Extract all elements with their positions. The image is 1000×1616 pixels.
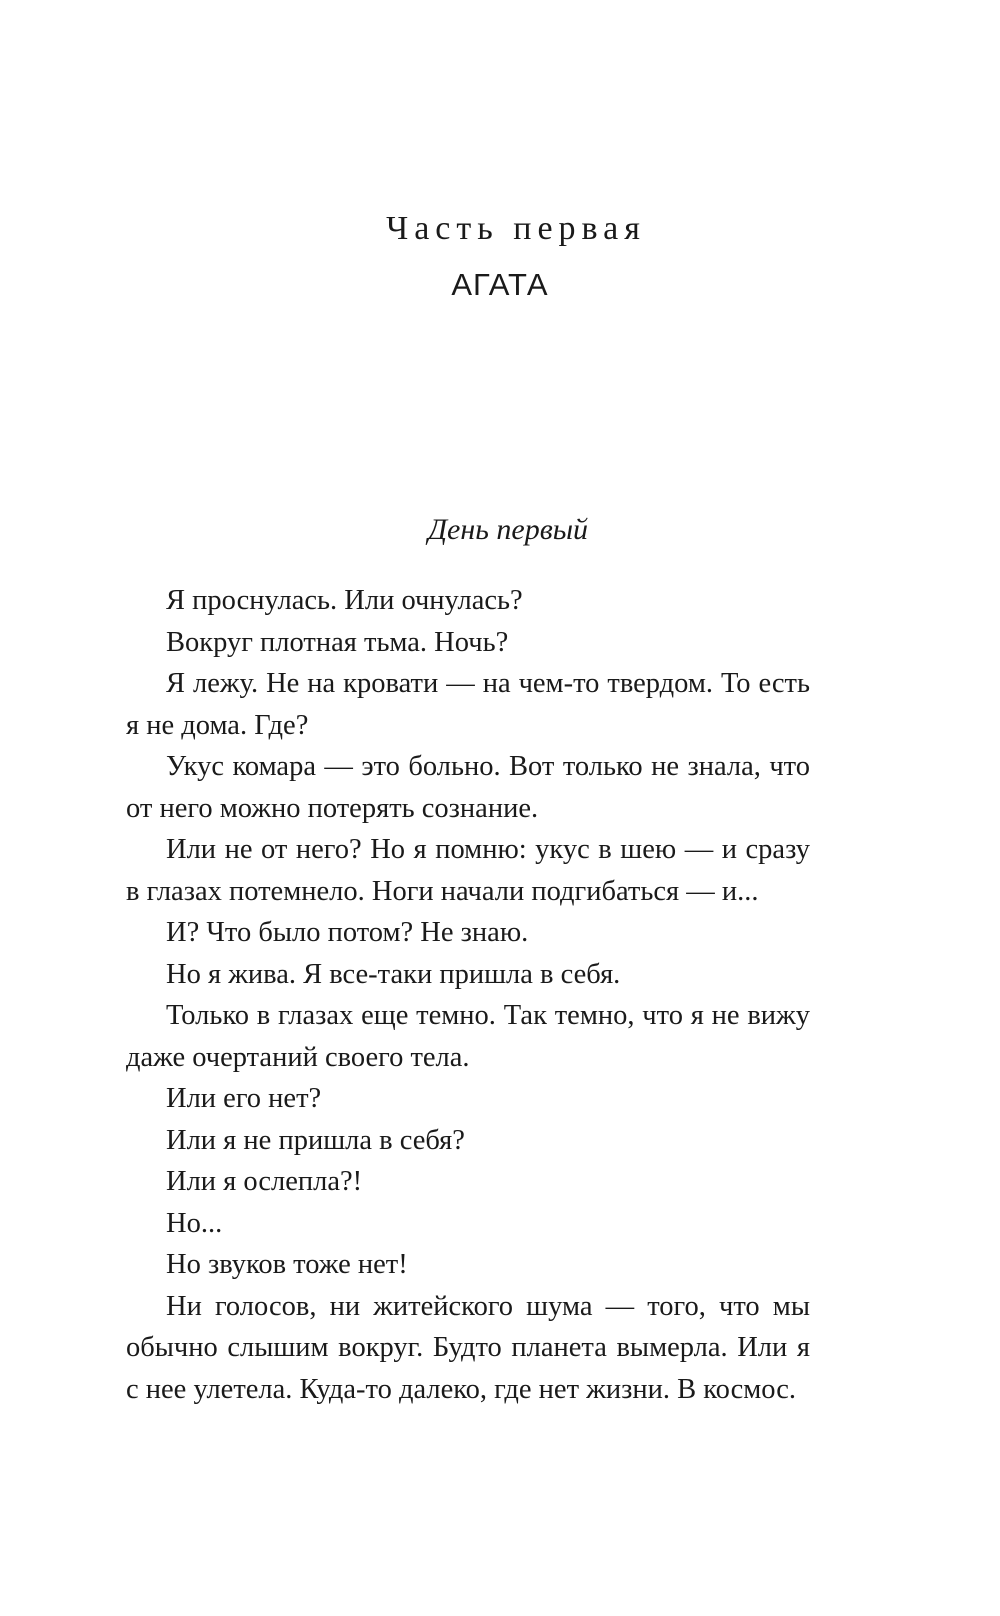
paragraph: Укус комара — это больно. Вот только не знала, что от него можно потерять сознание.	[126, 751, 810, 824]
part-heading	[0, 206, 1000, 308]
paragraph: Ни голосов, ни житейского шума — того, что мы обычно слышим вокруг. Будто планета вымерла. Или я с нее улетела. Куда-то далеко, где нет жизни. В космос.	[126, 1290, 810, 1405]
paragraph: Или не от него? Но я помню: укус в шею — и сразу в глазах потемнело. Ноги начали подгибаться — и...	[126, 834, 810, 907]
paragraph: Я лежу. Не на кровати — на чем-то твердом. То есть я не дома. Где?	[126, 668, 810, 741]
paragraph: Но звуков тоже нет!	[166, 1249, 408, 1280]
paragraph: Или я не пришла в себя?	[166, 1124, 465, 1156]
part-title: АГАТА	[451, 267, 549, 302]
paragraph: Вокруг плотная тьма. Ночь?	[166, 626, 509, 658]
paragraph: Только в глазах еще темно. Так темно, что я не вижу даже очертаний своего тела.	[126, 1000, 810, 1073]
paragraph: Или его нет?	[166, 1083, 322, 1114]
body-text	[126, 580, 810, 1410]
part-label: Часть первая	[386, 210, 646, 247]
paragraph: Я проснулась. Или очнулась?	[166, 585, 523, 616]
paragraph: Но я жива. Я все-таки пришла в себя.	[166, 958, 621, 990]
paragraph: Или я ослепла?!	[166, 1166, 363, 1197]
chapter-title: День первый	[427, 513, 589, 546]
paragraph: И? Что было потом? Не знаю.	[166, 917, 529, 948]
paragraph: Но...	[166, 1207, 223, 1239]
